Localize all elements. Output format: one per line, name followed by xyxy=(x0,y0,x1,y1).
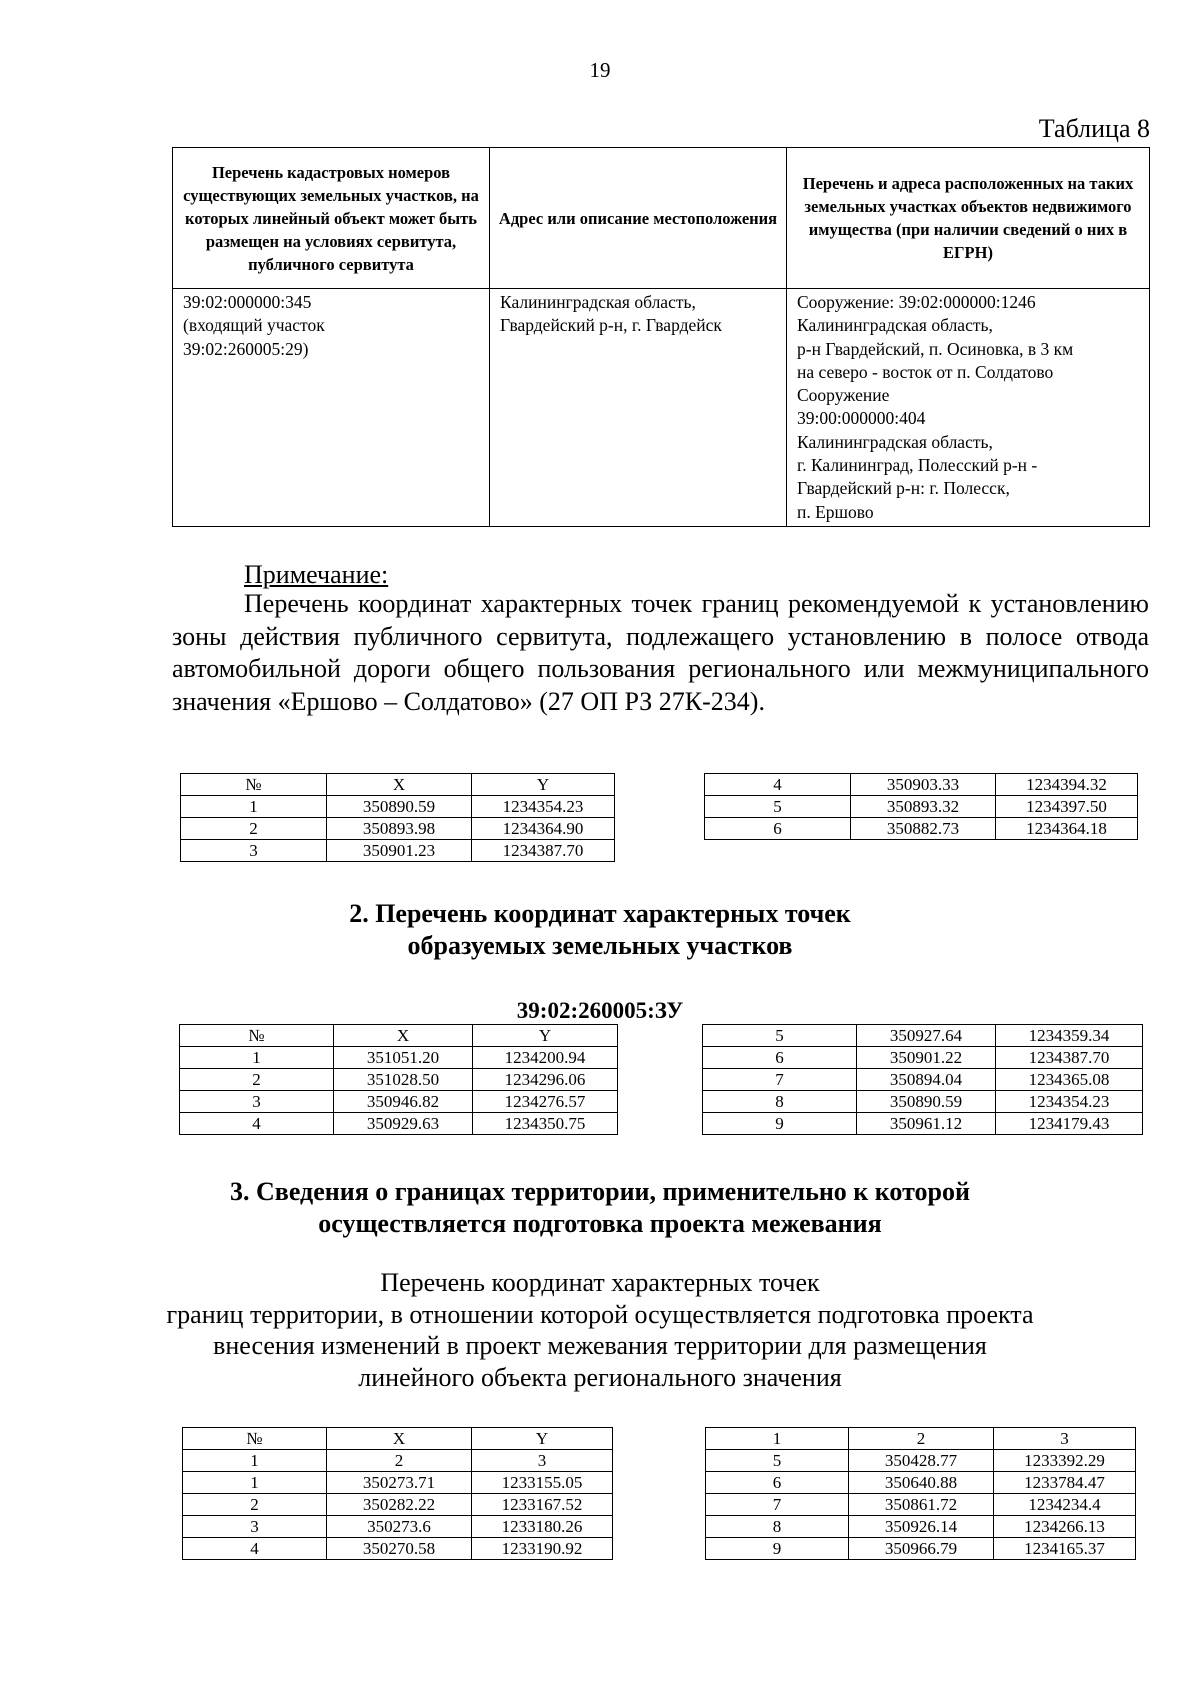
table-header-row xyxy=(181,774,615,796)
y-value: 1234350.75 xyxy=(473,1113,618,1135)
point-number: 8 xyxy=(706,1516,849,1538)
desc-line: внесения изменений в проект межевания территории для размещения xyxy=(213,1331,987,1360)
servitude-coords-left-table xyxy=(180,773,615,862)
header-cell: X xyxy=(327,1428,472,1450)
table-row xyxy=(181,818,615,840)
text-line: Калининградская область, xyxy=(797,315,993,336)
territory-coords-left-table xyxy=(182,1427,613,1560)
table-row xyxy=(181,840,615,862)
table-row xyxy=(706,1538,1136,1560)
y-value: 1234296.06 xyxy=(473,1069,618,1091)
section-2-title xyxy=(0,898,1200,962)
point-number: 6 xyxy=(706,1472,849,1494)
table-8-header-cadastral: Перечень кадастровых номеров существующих земельных участков, на которых линейный объект может быть размещен на условиях сервитута, публичного сервитута xyxy=(173,148,490,289)
point-number: 5 xyxy=(703,1025,857,1047)
table-row xyxy=(183,1538,613,1560)
point-number: 1 xyxy=(181,796,327,818)
point-number: 1 xyxy=(180,1047,334,1069)
y-value: 1233155.05 xyxy=(472,1472,613,1494)
y-value: 1233190.92 xyxy=(472,1538,613,1560)
table-row xyxy=(703,1113,1143,1135)
text-line: 39:02:260005:29) xyxy=(183,338,309,359)
point-number: 4 xyxy=(705,774,851,796)
servitude-coords-right-table xyxy=(704,773,1138,840)
x-value: 350901.23 xyxy=(327,840,472,862)
table-8-row xyxy=(173,289,1150,527)
text-line: 39:00:000000:404 xyxy=(797,408,926,429)
text-line: Гвардейский р-н, г. Гвардейск xyxy=(500,315,722,336)
point-number: 5 xyxy=(706,1450,849,1472)
point-number: 2 xyxy=(180,1069,334,1091)
table-row xyxy=(180,1069,618,1091)
x-value: 350926.14 xyxy=(849,1516,994,1538)
table-8-cell-cadastral xyxy=(173,289,490,527)
x-value: 350961.12 xyxy=(857,1113,996,1135)
column-numbering-row xyxy=(183,1450,613,1472)
y-value: 1234165.37 xyxy=(994,1538,1136,1560)
y-value: 1234364.18 xyxy=(996,818,1138,840)
x-value: 350946.82 xyxy=(334,1091,473,1113)
y-value: 1234365.08 xyxy=(996,1069,1143,1091)
column-number: 1 xyxy=(183,1450,327,1472)
x-value: 350273.6 xyxy=(327,1516,472,1538)
y-value: 1234234.4 xyxy=(994,1494,1136,1516)
table-8-header-objects: Перечень и адреса расположенных на таких земельных участках объектов недвижимого имущества (при наличии сведений о них в ЕГРН) xyxy=(787,148,1150,289)
point-number: 7 xyxy=(703,1069,857,1091)
page-number: 19 xyxy=(589,58,611,82)
y-value: 1234397.50 xyxy=(996,796,1138,818)
y-value: 1234387.70 xyxy=(472,840,615,862)
header-cell: Y xyxy=(472,1428,613,1450)
table-row xyxy=(706,1516,1136,1538)
text-line: Гвардейский р-н: г. Полесск, xyxy=(797,478,1010,499)
section-3-title xyxy=(0,1176,1200,1240)
x-value: 350901.22 xyxy=(857,1047,996,1069)
point-number: 4 xyxy=(183,1538,327,1560)
table-row xyxy=(703,1025,1143,1047)
table-row xyxy=(183,1472,613,1494)
header-cell: № xyxy=(181,774,327,796)
plot-label: 39:02:260005:ЗУ xyxy=(516,998,684,1023)
point-number: 9 xyxy=(703,1113,857,1135)
point-number: 5 xyxy=(705,796,851,818)
desc-line: границ территории, в отношении которой осуществляется подготовка проекта xyxy=(166,1299,1034,1329)
x-value: 350890.59 xyxy=(327,796,472,818)
header-cell: X xyxy=(327,774,472,796)
header-cell: Y xyxy=(472,774,615,796)
x-value: 350428.77 xyxy=(849,1450,994,1472)
note-title: Примечание: xyxy=(244,560,389,589)
x-value: 350894.04 xyxy=(857,1069,996,1091)
table-header-row xyxy=(183,1428,613,1450)
table-row xyxy=(183,1494,613,1516)
x-value: 351028.50 xyxy=(334,1069,473,1091)
table-row xyxy=(181,796,615,818)
y-value: 1233784.47 xyxy=(994,1472,1136,1494)
text-line: г. Калининград, Полесский р-н - xyxy=(797,455,1038,476)
desc-line: линейного объекта регионального значения xyxy=(358,1362,842,1392)
point-number: 8 xyxy=(703,1091,857,1113)
header-cell: X xyxy=(334,1025,473,1047)
table-8-header-row xyxy=(173,148,1150,289)
point-number: 6 xyxy=(705,818,851,840)
text-line: 39:02:000000:345 xyxy=(183,292,312,312)
x-value: 350903.33 xyxy=(851,774,996,796)
x-value: 350282.22 xyxy=(327,1494,472,1516)
text-line: Калининградская область, xyxy=(797,431,993,452)
territory-coords-right-table xyxy=(705,1427,1136,1560)
point-number: 4 xyxy=(180,1113,334,1135)
y-value: 1234200.94 xyxy=(473,1047,618,1069)
x-value: 350966.79 xyxy=(849,1538,994,1560)
x-value: 350890.59 xyxy=(857,1091,996,1113)
y-value: 1233167.52 xyxy=(472,1494,613,1516)
y-value: 1234276.57 xyxy=(473,1091,618,1113)
desc-line: Перечень координат характерных точек xyxy=(380,1268,820,1297)
table-header-row xyxy=(180,1025,618,1047)
header-cell: № xyxy=(180,1025,334,1047)
table-row xyxy=(705,818,1138,840)
table-row xyxy=(706,1450,1136,1472)
text-line: на северо - восток от п. Солдатово xyxy=(797,361,1054,382)
table-8 xyxy=(172,147,1150,527)
text-line: р-н Гвардейский, п. Осиновка, в 3 км xyxy=(797,338,1074,359)
table-caption: Таблица 8 xyxy=(1038,114,1150,143)
section-3-description xyxy=(0,1267,1200,1393)
point-number: 7 xyxy=(706,1494,849,1516)
point-number: 6 xyxy=(703,1047,857,1069)
y-value: 1234179.43 xyxy=(996,1113,1143,1135)
point-number: 2 xyxy=(183,1494,327,1516)
x-value: 350640.88 xyxy=(849,1472,994,1494)
heading-line: осуществляется подготовка проекта межевания xyxy=(318,1209,882,1238)
point-number: 3 xyxy=(183,1516,327,1538)
heading-line: 2. Перечень координат характерных точек xyxy=(349,899,851,928)
plot-coords-right-table xyxy=(702,1024,1143,1135)
table-row xyxy=(705,796,1138,818)
header-cell: № xyxy=(183,1428,327,1450)
point-number: 3 xyxy=(180,1091,334,1113)
heading-line: образуемых земельных участков xyxy=(407,931,793,960)
y-value: 1234354.23 xyxy=(996,1091,1143,1113)
table-row xyxy=(180,1047,618,1069)
table-row xyxy=(705,774,1138,796)
y-value: 1234394.32 xyxy=(996,774,1138,796)
table-8-cell-objects xyxy=(787,289,1150,527)
text-line: (входящий участок xyxy=(183,315,325,336)
header-cell: 3 xyxy=(994,1428,1136,1450)
header-cell: 1 xyxy=(706,1428,849,1450)
y-value: 1233180.26 xyxy=(472,1516,613,1538)
point-number: 9 xyxy=(706,1538,849,1560)
table-row xyxy=(180,1091,618,1113)
column-number: 2 xyxy=(327,1450,472,1472)
x-value: 350270.58 xyxy=(327,1538,472,1560)
plot-coords-left-table xyxy=(179,1024,618,1135)
text-line: Сооружение: 39:02:000000:1246 xyxy=(797,292,1036,312)
y-value: 1234354.23 xyxy=(472,796,615,818)
table-header-row xyxy=(706,1428,1136,1450)
x-value: 350861.72 xyxy=(849,1494,994,1516)
point-number: 1 xyxy=(183,1472,327,1494)
y-value: 1233392.29 xyxy=(994,1450,1136,1472)
header-cell: 2 xyxy=(849,1428,994,1450)
x-value: 350893.32 xyxy=(851,796,996,818)
x-value: 350927.64 xyxy=(857,1025,996,1047)
point-number: 2 xyxy=(181,818,327,840)
text-line: п. Ершово xyxy=(797,501,874,522)
x-value: 350882.73 xyxy=(851,818,996,840)
header-cell: Y xyxy=(473,1025,618,1047)
y-value: 1234266.13 xyxy=(994,1516,1136,1538)
table-row xyxy=(703,1091,1143,1113)
table-row xyxy=(703,1047,1143,1069)
table-row xyxy=(703,1069,1143,1091)
table-row xyxy=(180,1113,618,1135)
point-number: 3 xyxy=(181,840,327,862)
text-line: Сооружение xyxy=(797,385,890,406)
table-row xyxy=(706,1472,1136,1494)
y-value: 1234387.70 xyxy=(996,1047,1143,1069)
y-value: 1234364.90 xyxy=(472,818,615,840)
table-8-cell-address xyxy=(490,289,787,527)
x-value: 350893.98 xyxy=(327,818,472,840)
x-value: 351051.20 xyxy=(334,1047,473,1069)
x-value: 350273.71 xyxy=(327,1472,472,1494)
heading-line: 3. Сведения о границах территории, применительно к которой xyxy=(230,1177,970,1206)
text-line: Калининградская область, xyxy=(500,292,696,312)
note-text: Перечень координат характерных точек границ рекомендуемой к установлению зоны действия публичного сервитута, подлежащего установлению в полосе отвода автомобильной дороги общего пользования регионального или межмуниципального значения «Ершово – Солдатово» (27 ОП РЗ 27К-234). xyxy=(172,589,1149,716)
table-row xyxy=(183,1516,613,1538)
y-value: 1234359.34 xyxy=(996,1025,1143,1047)
table-row xyxy=(706,1494,1136,1516)
x-value: 350929.63 xyxy=(334,1113,473,1135)
table-8-header-address: Адрес или описание местоположения xyxy=(490,148,787,289)
column-number: 3 xyxy=(472,1450,613,1472)
